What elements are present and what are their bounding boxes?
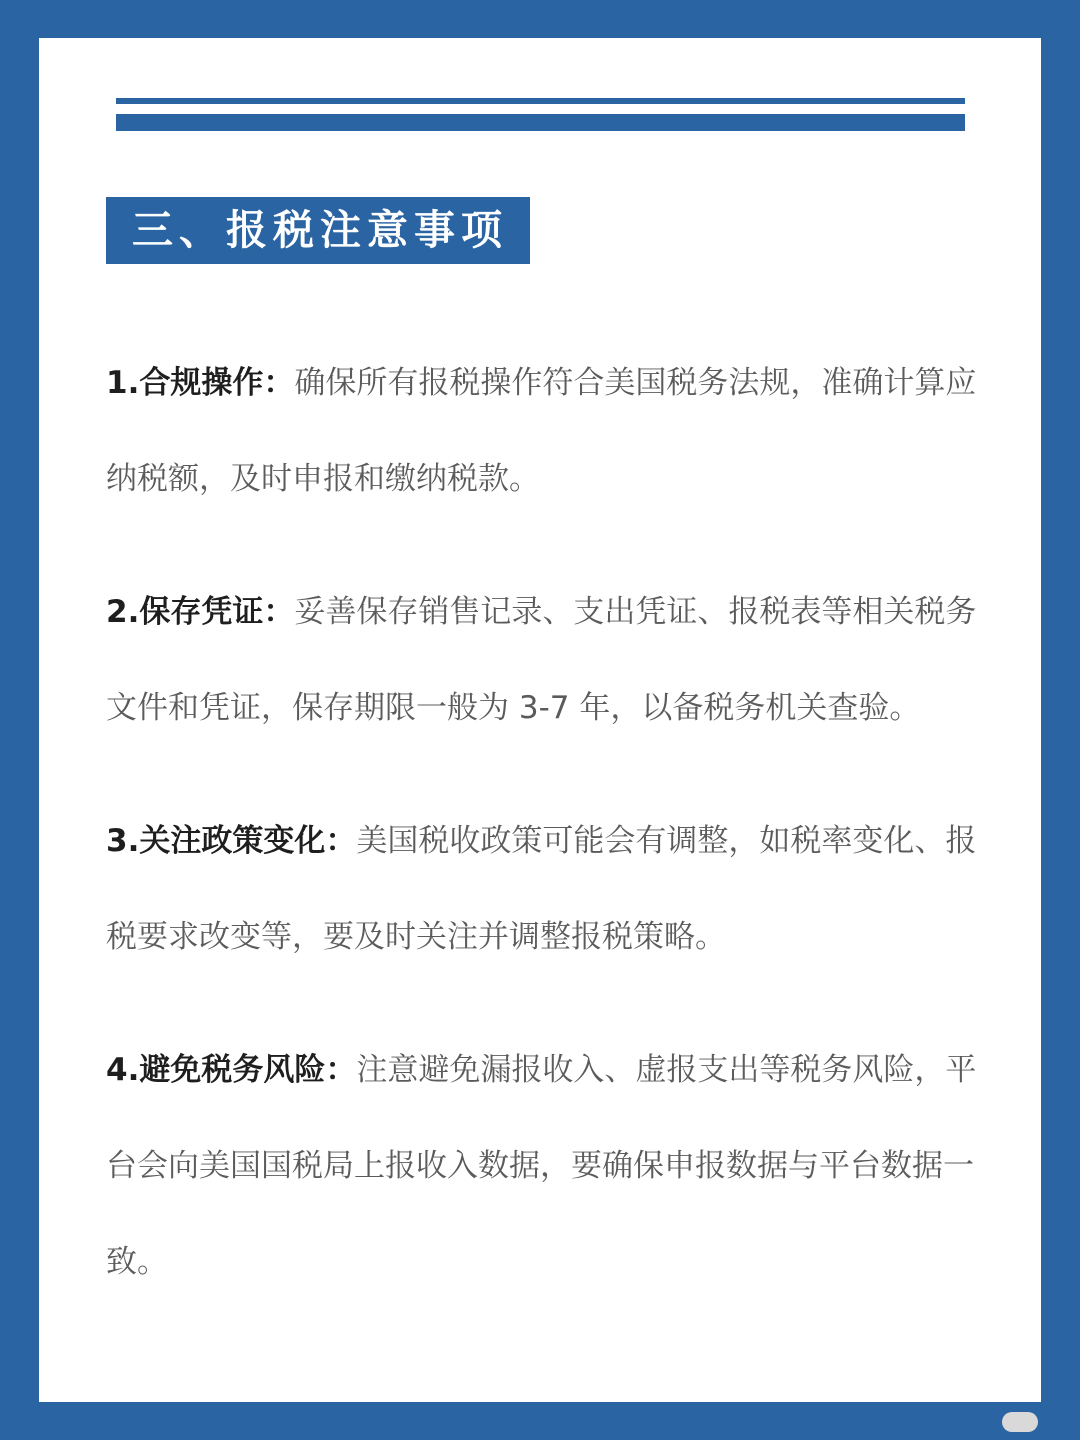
item-title: 4.避免税务风险： [106,1052,357,1088]
notes-list [106,335,996,1347]
content-card [39,38,1041,1402]
item-text: 注意避免漏报收入、虚报支出等税务风险，平台会向美国国税局上报收入数据，要确保申报数据与平台数据一致。 [106,1052,977,1280]
item-text: 妥善保存销售记录、支出凭证、报税表等相关税务文件和凭证，保存期限一般为 3-7 年，以备税务机关查验。 [106,594,977,726]
item-text: 美国税收政策可能会有调整，如税率变化、报税要求改变等，要及时关注并调整报税策略。 [106,823,977,955]
list-item [106,793,996,985]
list-item [106,335,996,527]
header-rule-thick [116,114,965,131]
list-item [106,1022,996,1310]
section-heading: 三、报税注意事项 [106,197,530,264]
item-title: 3.关注政策变化： [106,823,357,859]
list-item [106,564,996,756]
item-text: 确保所有报税操作符合美国税务法规，准确计算应纳税额，及时申报和缴纳税款。 [106,365,977,497]
watermark-badge [1002,1412,1038,1432]
item-title: 2.保存凭证： [106,594,295,630]
header-rule-thin [116,98,965,104]
item-title: 1.合规操作： [106,365,295,401]
